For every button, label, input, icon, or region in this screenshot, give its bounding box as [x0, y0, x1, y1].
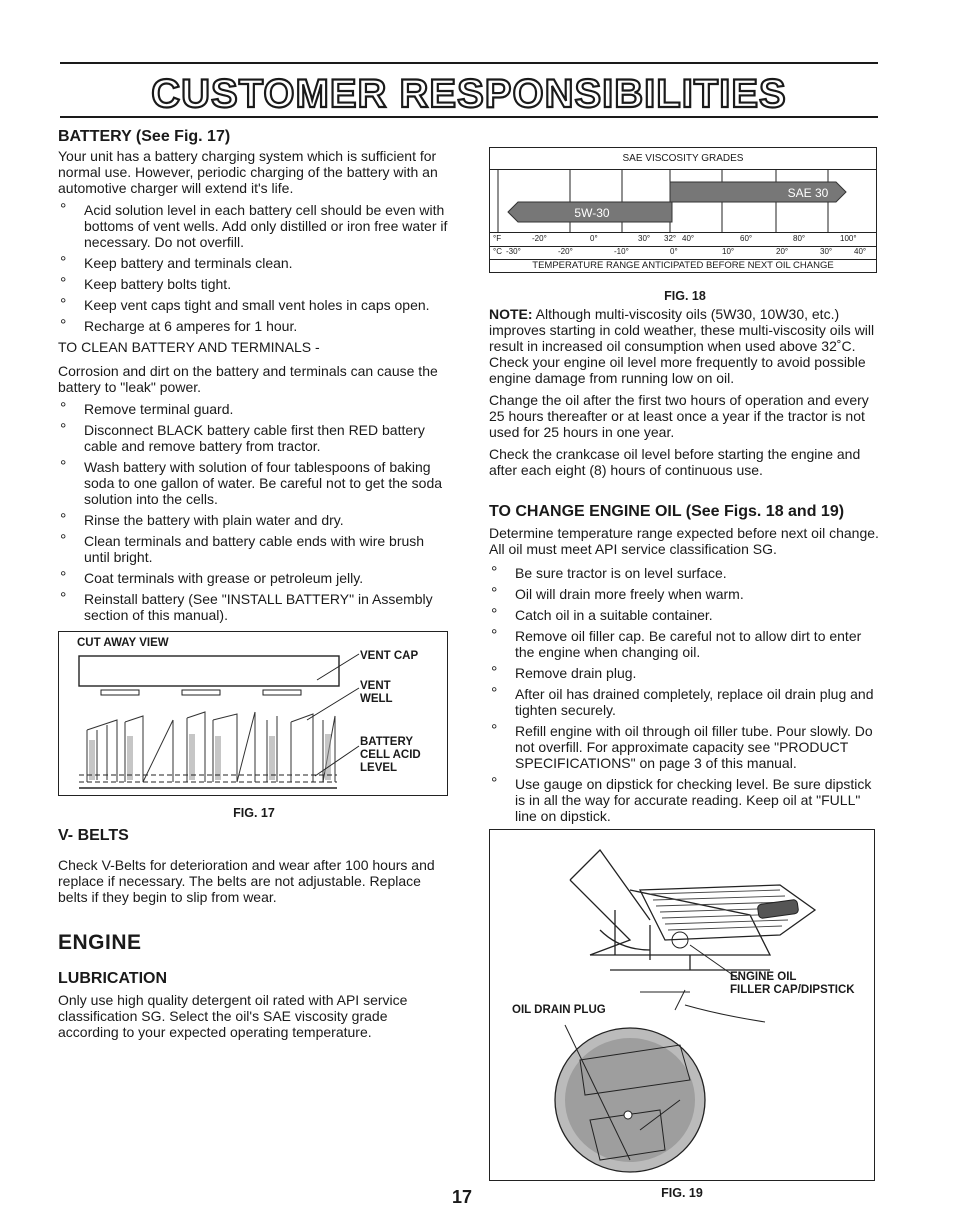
list-item: ° Remove oil filler cap. Be careful not to allow dirt to enter the engine when changing oil.	[489, 628, 881, 660]
sae30-bar-label: SAE 30	[787, 186, 829, 200]
right-column	[489, 147, 881, 829]
fahrenheit-scale	[490, 232, 876, 246]
tick-label: 0°	[670, 247, 678, 256]
change-oil-intro: Determine temperature range expected before next oil change. All oil must meet API service classification SG.	[489, 525, 879, 557]
oil-note	[489, 306, 881, 386]
list-item: ° After oil has drained completely, replace oil drain plug and tighten securely.	[489, 686, 881, 718]
tick-label: -30°	[506, 247, 521, 256]
tick-label: 100°	[840, 234, 857, 243]
list-item: ° Oil will drain more freely when warm.	[489, 586, 881, 602]
page-number: 17	[452, 1187, 473, 1207]
change-oil-bullets	[489, 565, 881, 824]
lubrication-heading: LUBRICATION	[58, 970, 168, 987]
list-item: ° Clean terminals and battery cable ends with wire brush until bright.	[58, 533, 450, 565]
list-item: ° Acid solution level in each battery cell should be even with bottoms of vent wells. Add only distilled or iron free water if necessary. Do not overfill.	[58, 202, 450, 250]
fig18-caption: FIG. 18	[664, 289, 706, 303]
tick-label: 40°	[854, 247, 867, 256]
list-item: ° Reinstall battery (See "INSTALL BATTERY" in Assembly section of this manual).	[58, 591, 450, 623]
left-column	[58, 127, 450, 1046]
list-item: ° Remove terminal guard.	[58, 401, 450, 417]
tick-label: -20°	[558, 247, 573, 256]
top-rule	[60, 62, 878, 64]
battery-cutaway-drawing	[77, 650, 367, 795]
battery-heading: BATTERY (See Fig. 17)	[58, 128, 231, 145]
vent-cap-label: VENT CAP	[360, 650, 419, 662]
label-line: ENGINE OIL	[730, 971, 797, 983]
battery-intro: Your unit has a battery charging system which is sufficient for normal use. However, periodic charging of the battery with an automotive charger will extend it's life.	[58, 148, 438, 196]
tick-label: 40°	[682, 234, 695, 243]
battery-bullets	[58, 202, 450, 334]
list-item: ° Catch oil in a suitable container.	[489, 607, 881, 623]
tick-label: 0°	[590, 234, 598, 243]
tick-label: 80°	[793, 234, 806, 243]
list-item: ° Be sure tractor is on level surface.	[489, 565, 881, 581]
c-unit: °C	[493, 247, 502, 256]
note-text: Although multi-viscosity oils (5W30, 10W30, etc.) improves starting in cold weather, these multi-viscosity oils will result in increased oil consumption when used above 32˚C. Check your engine oil level more frequently to avoid possible engine damage from running low on oil.	[489, 306, 875, 386]
list-item: ° Use gauge on dipstick for checking level. Be sure dipstick is in all the way for accurate reading. Keep oil at "FULL" line on dipstick.	[489, 776, 881, 824]
change-oil-heading: TO CHANGE ENGINE OIL (See Figs. 18 and 19)	[489, 503, 845, 520]
list-item: ° Recharge at 6 amperes for 1 hour.	[58, 318, 450, 334]
oil-check-text: Check the crankcase oil level before starting the engine and after each eight (8) hours of continuous use.	[489, 446, 861, 478]
engine-heading: ENGINE	[58, 931, 142, 954]
vent-well-label	[360, 680, 393, 706]
tick-label: 60°	[740, 234, 753, 243]
list-item: ° Keep vent caps tight and small vent holes in caps open.	[58, 297, 450, 313]
5w30-bar-label: 5W-30	[574, 206, 610, 220]
list-item: ° Wash battery with solution of four tablespoons of baking soda to one gallon of water. Be careful not to get the soda solution into the cells.	[58, 459, 450, 507]
list-item: ° Remove drain plug.	[489, 665, 881, 681]
tick-label: -20°	[532, 234, 547, 243]
lubrication-text: Only use high quality detergent oil rated with API service classification SG. Select the oil's SAE viscosity grade according to your expected operating temperature.	[58, 992, 408, 1040]
viscosity-bars	[490, 170, 876, 232]
tick-label: -10°	[614, 247, 629, 256]
label-line: BATTERY	[360, 736, 414, 748]
tick-label: 30°	[820, 247, 833, 256]
fig17-battery-diagram	[58, 631, 448, 796]
tick-label: 20°	[776, 247, 789, 256]
cut-away-label: CUT AWAY VIEW	[77, 637, 169, 649]
fig19-caption: FIG. 19	[661, 1186, 703, 1200]
label-line: CELL ACID	[360, 749, 421, 761]
title-rule	[60, 116, 878, 118]
oil-drain-plug-label: OIL DRAIN PLUG	[512, 1004, 606, 1016]
clean-heading: TO CLEAN BATTERY AND TERMINALS -	[58, 339, 320, 355]
f-unit: °F	[493, 234, 502, 243]
page-title: CUSTOMER RESPONSIBILITIES	[151, 72, 787, 116]
list-item: ° Coat terminals with grease or petroleum jelly.	[58, 570, 450, 586]
vbelts-text: Check V-Belts for deterioration and wear after 100 hours and replace if necessary. The belts are not adjustable. Replace belts if they begin to slip from wear.	[58, 857, 435, 905]
label-line: LEVEL	[360, 762, 398, 774]
label-line: FILLER CAP/DIPSTICK	[730, 984, 855, 996]
list-item: ° Disconnect BLACK battery cable first then RED battery cable and remove battery from tractor.	[58, 422, 450, 454]
list-item: ° Keep battery and terminals clean.	[58, 255, 450, 271]
battery-level-label	[360, 736, 421, 775]
fig17-caption: FIG. 17	[233, 806, 275, 820]
tick-label: 10°	[722, 247, 735, 256]
clean-intro: Corrosion and dirt on the battery and terminals can cause the battery to "leak" power.	[58, 363, 438, 395]
celsius-scale	[490, 246, 876, 259]
label-line: WELL	[360, 693, 393, 705]
fig18-viscosity-chart	[489, 147, 877, 273]
list-item: ° Rinse the battery with plain water and dry.	[58, 512, 450, 528]
oil-change-text: Change the oil after the first two hours of operation and every 25 hours thereafter or at least once a year if the tractor is not used for 25 hours in one year.	[489, 392, 869, 440]
engine-oil-cap-label	[730, 971, 855, 997]
clean-bullets	[58, 401, 450, 623]
list-item: ° Keep battery bolts tight.	[58, 276, 450, 292]
viscosity-title: SAE VISCOSITY GRADES	[490, 148, 876, 170]
label-line: VENT	[360, 680, 391, 692]
viscosity-footer: TEMPERATURE RANGE ANTICIPATED BEFORE NEXT OIL CHANGE	[490, 259, 876, 272]
vbelts-heading: V- BELTS	[58, 827, 129, 844]
note-label: NOTE:	[489, 306, 533, 322]
tick-label: 30°	[638, 234, 651, 243]
fig19-engine-diagram	[489, 829, 875, 1181]
list-item: ° Refill engine with oil through oil filler tube. Pour slowly. Do not overfill. For approximate capacity see "PRODUCT SPECIFICATIONS" on page 3 of this manual.	[489, 723, 881, 771]
tick-label: 32°	[664, 234, 677, 243]
